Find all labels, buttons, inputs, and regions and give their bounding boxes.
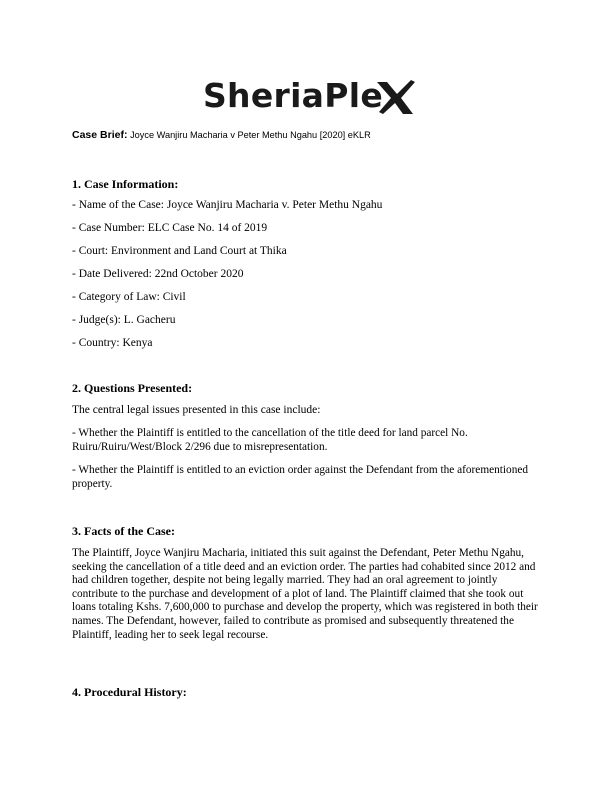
logo-wordmark [203, 76, 409, 115]
question-item: - Whether the Plaintiff is entitled to an eviction order against the Defendant from the aforementioned property. [72, 464, 529, 490]
case-info-item: - Category of Law: Civil [72, 291, 186, 303]
section-heading-questions-presented: 2. Questions Presented: [72, 381, 193, 395]
case-brief-label: Case Brief: [72, 129, 128, 141]
logo [0, 76, 612, 115]
case-info-item: - Name of the Case: Joyce Wanjiru Macharia v. Peter Methu Ngahu [72, 199, 383, 211]
section-heading-facts: 3. Facts of the Case: [72, 524, 175, 538]
section-heading-case-information: 1. Case Information: [72, 177, 179, 191]
logo-x-mark-icon [375, 80, 415, 114]
case-brief-title: Joyce Wanjiru Macharia v Peter Methu Ngahu [2020] eKLR [130, 130, 371, 140]
questions-intro: The central legal issues presented in this case include: [72, 404, 321, 416]
case-info-item: - Judge(s): L. Gacheru [72, 314, 176, 326]
case-info-item: - Date Delivered: 22nd October 2020 [72, 268, 244, 280]
case-info-item: - Country: Kenya [72, 337, 153, 349]
section-heading-procedural-history: 4. Procedural History: [72, 685, 187, 699]
question-item: - Whether the Plaintiff is entitled to the cancellation of the title deed for land parcel No. Ruiru/Ruiru/West/Block 2/296 due to misrepresentation. [72, 427, 468, 453]
logo-text: SheriaPle [202, 76, 384, 115]
case-info-item: - Case Number: ELC Case No. 14 of 2019 [72, 222, 268, 234]
case-brief-line [72, 129, 371, 141]
facts-paragraph: The Plaintiff, Joyce Wanjiru Macharia, initiated this suit against the Defendant, Peter Methu Ngahu, seeking the cancellation of a title deed and an eviction order. The parties had cohabited since 2012 and had children together, despite not being legally married. They had an oral agreement to jointly contribute to the purchase and development of a plot of land. The Plaintiff claimed that she took out loans totaling Kshs. 7,600,000 to purchase and develop the property, which was registered in both their names. The Defendant, however, failed to contribute as promised and subsequently threatened the Plaintiff, leading her to seek legal recourse. [72, 547, 538, 641]
case-info-item: - Court: Environment and Land Court at Thika [72, 245, 287, 257]
